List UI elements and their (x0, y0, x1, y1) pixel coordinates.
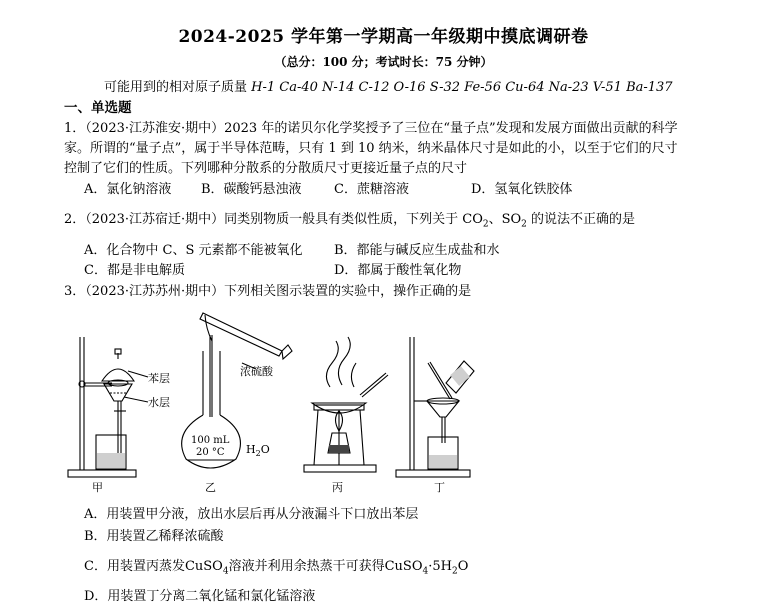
flask-volume-text: 100 mL (191, 435, 230, 446)
section-heading: 一、单选题 (64, 100, 132, 116)
atomic-mass-prefix: 可能用到的相对原子质量 (104, 80, 248, 95)
caption-jia: 甲 (92, 481, 103, 494)
q3-option-b: B．用装置乙稀释浓硫酸 (84, 529, 224, 544)
q1-line1: 1．（2023·江苏淮安·期中）2023 年的诺贝尔化学奖授予了三位在“量子点”发现和发展方面做出贡献的科学 (64, 121, 678, 136)
q1-option-b: B．碳酸钙悬浊液 (201, 182, 302, 197)
q1-line3: 控制了它们的性质。下列哪种分散系的分散质尺寸更接近量子点的尺寸 (64, 161, 468, 176)
q3-option-d: D．用装置丁分离二氧化锰和氯化锰溶液 (84, 589, 316, 604)
atomic-mass-values: H-1 Ca-40 N-14 C-12 O-16 S-32 Fe-56 Cu-64 Na-23 V-51 Ba-137 (251, 80, 673, 95)
q2-option-b: B．都能与碱反应生成盐和水 (334, 243, 500, 258)
q2-sub-co2: 2 (482, 219, 489, 230)
q1-option-a: A．氯化钠溶液 (84, 182, 172, 197)
q3-option-a: A．用装置甲分液，放出水层后再从分液漏斗下口放出苯层 (84, 507, 419, 522)
q3-c-dot: ·5H (428, 559, 452, 574)
q2-stem-end: 的说法不正确的是 (526, 212, 636, 227)
q3-c-sub4: 4 (222, 566, 229, 577)
apparatus-jia (68, 337, 170, 477)
q3-c-cuso4-2: CuSO (384, 559, 423, 574)
q3-c-sub4-2: 4 (422, 566, 429, 577)
label-benzene-layer: 苯层 (148, 372, 170, 385)
q3-stem: 3．（2023·江苏苏州·期中）下列相关图示装置的实验中，操作正确的是 (64, 284, 472, 299)
q2-option-d: D．都属于酸性氧化物 (334, 263, 462, 278)
atomic-mass-line (104, 76, 673, 95)
q1-option-c: C．蔗糖溶液 (334, 182, 409, 197)
q3-c-sub2: 2 (451, 566, 458, 577)
apparatus-figure (60, 305, 480, 495)
apparatus-bing (304, 337, 388, 472)
q2-stem-sep: 、SO (488, 212, 522, 227)
q2-option-c: C．都是非电解质 (84, 263, 185, 278)
q3-option-c (84, 555, 468, 577)
q2-sub-so2: 2 (521, 219, 527, 230)
flask-temp-text: 20 °C (196, 447, 225, 458)
q3-c-text-mid: 溶液并利用余热蒸干可获得 (228, 559, 385, 574)
q2-option-a: A．化合物中 C、S 元素都不能被氧化 (84, 243, 303, 258)
q3-c-cuso4: CuSO (184, 559, 223, 574)
label-concentrated-acid: 浓硫酸 (240, 365, 273, 378)
q2-stem-text: 2．（2023·江苏宿迁·期中）同类别物质一般具有类似性质，下列关于 CO (64, 212, 483, 227)
label-water-layer: 水层 (148, 396, 170, 409)
q1-option-d: D．氢氧化铁胶体 (471, 182, 573, 197)
q2-stem (64, 208, 635, 230)
exam-info: （总分：100 分；考试时长：75 分钟） (274, 55, 493, 69)
caption-bing: 丙 (332, 481, 343, 494)
apparatus-yi (182, 313, 292, 468)
label-water-formula: $H_2O$ (246, 443, 270, 458)
q1-line2: 家。所谓的“量子点”，属于半导体范畴，只有 1 到 10 纳米，纳米晶体尺寸是如此的小，以至于它们的尺寸 (64, 141, 678, 156)
page-title: 2024-2025 学年第一学期高一年级期中摸底调研卷 (178, 27, 589, 47)
caption-ding: 丁 (434, 481, 445, 494)
apparatus-ding (396, 337, 474, 477)
caption-yi: 乙 (205, 481, 216, 494)
q3-c-o: O (457, 559, 469, 574)
q3-c-text-pre: C．用装置丙蒸发 (84, 559, 185, 574)
